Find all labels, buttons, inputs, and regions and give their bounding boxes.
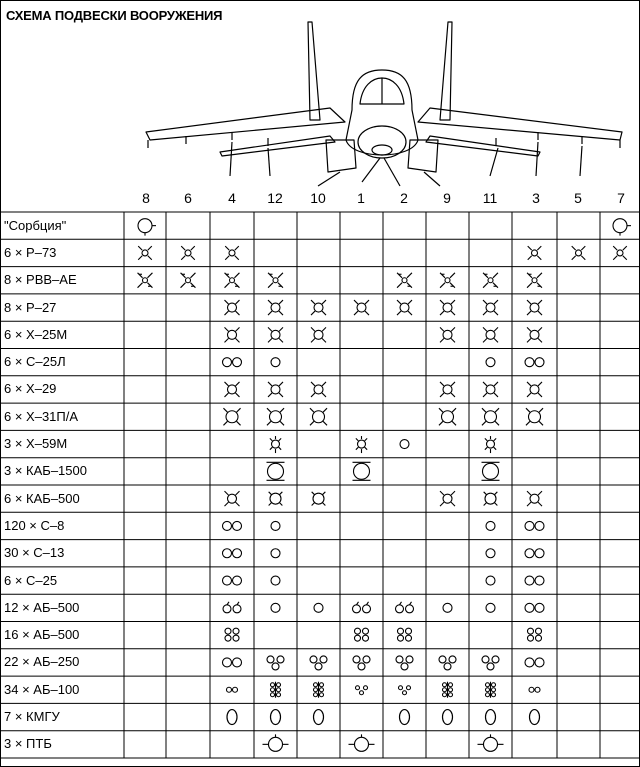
loadout-mark-pair xyxy=(396,602,414,613)
loadout-mark-pod xyxy=(613,219,631,236)
station-12: 12 xyxy=(267,190,283,206)
loadout-mark-tiny3 xyxy=(399,686,411,695)
row-label: 7 × КМГУ xyxy=(4,709,60,725)
loadout-mark-msl-s xyxy=(138,246,152,260)
loadout-mark-bomb-m xyxy=(312,492,326,506)
loadout-mark-tiny3 xyxy=(356,686,368,695)
loadout-mark-msl-m xyxy=(225,300,240,315)
station-6: 6 xyxy=(184,190,192,206)
loadout-mark-msl-l xyxy=(526,408,543,425)
loadout-mark-msl-l xyxy=(223,408,240,425)
row-label: "Сорбция" xyxy=(4,217,67,233)
loadout-mark-msl-n xyxy=(485,436,496,453)
loadout-mark-sgl xyxy=(314,603,323,612)
station-9: 9 xyxy=(443,190,451,206)
row-label: 3 × Х–59М xyxy=(4,436,68,452)
loadout-mark-dbl xyxy=(525,658,544,667)
loadout-mark-tank xyxy=(263,734,289,751)
loadout-mark-msl-m xyxy=(527,491,542,506)
loadout-mark-pair xyxy=(223,602,241,613)
loadout-mark-trio xyxy=(310,656,327,670)
loadout-mark-sgl xyxy=(400,440,409,449)
loadout-mark-sgl xyxy=(271,576,280,585)
loadout-mark-msl-x xyxy=(440,273,455,288)
loadout-mark-msl-n xyxy=(270,436,281,453)
loadout-mark-msl-m xyxy=(311,382,326,397)
loadout-mark-trio xyxy=(267,656,284,670)
loadout-mark-pair xyxy=(353,602,371,613)
loadout-mark-bomb-m xyxy=(269,492,283,506)
loadout-mark-sgl xyxy=(486,576,495,585)
loadout-mark-dbl xyxy=(223,358,242,367)
loadout-mark-msl-m xyxy=(397,300,412,315)
loadout-mark-msl-n xyxy=(356,436,367,453)
loadout-mark-quad xyxy=(398,628,412,641)
row-label: 16 × АБ–500 xyxy=(4,627,80,643)
loadout-mark-sgl xyxy=(443,603,452,612)
loadout-mark-msl-m xyxy=(268,327,283,342)
loadout-mark-bomb-l xyxy=(353,462,371,480)
loadout-mark-dbl xyxy=(525,576,544,585)
loadout-mark-msl-m xyxy=(440,491,455,506)
loadout-mark-msl-x xyxy=(483,273,498,288)
row-label: 6 × Р–73 xyxy=(4,244,57,260)
row-label: 6 × Х–31П/А xyxy=(4,408,79,424)
loadout-mark-sgl xyxy=(486,603,495,612)
row-label: 120 × С–8 xyxy=(4,517,65,533)
loadout-mark-msl-x xyxy=(181,273,196,288)
loadout-mark-pod xyxy=(138,219,156,236)
loadout-mark-quad xyxy=(355,628,369,641)
loadout-mark-tiny2 xyxy=(227,687,238,692)
loadout-mark-tiny2 xyxy=(529,687,540,692)
row-label: 6 × Х–25М xyxy=(4,326,68,342)
loadout-mark-msl-l xyxy=(267,408,284,425)
loadout-mark-msl-x xyxy=(138,273,153,288)
row-label: 6 × Х–29 xyxy=(4,381,57,397)
row-label: 12 × АБ–500 xyxy=(4,599,80,615)
loadout-mark-sgl xyxy=(271,549,280,558)
loadout-mark-bomb-l xyxy=(267,462,285,480)
loadout-mark-dbl xyxy=(223,576,242,585)
loadout-mark-msl-m xyxy=(225,491,240,506)
row-label: 22 × АБ–250 xyxy=(4,654,80,670)
loadout-mark-msl-m xyxy=(268,382,283,397)
loadout-mark-bomb-m xyxy=(484,492,498,506)
loadout-mark-msl-s xyxy=(528,246,542,260)
loadout-mark-msl-l xyxy=(439,408,456,425)
row-label: 3 × ПТБ xyxy=(4,736,52,752)
loadout-mark-msl-m xyxy=(354,300,369,315)
loadout-mark-msl-m xyxy=(527,327,542,342)
loadout-mark-msl-x xyxy=(527,273,542,288)
loadout-mark-oval xyxy=(314,710,324,725)
row-label: 6 × С–25Л xyxy=(4,354,66,370)
loadout-mark-msl-l xyxy=(310,408,327,425)
loadout-mark-oval xyxy=(486,710,496,725)
loadout-mark-dbl xyxy=(223,549,242,558)
station-1: 1 xyxy=(357,190,365,206)
loadout-mark-dbl xyxy=(223,521,242,530)
loadout-mark-sgl xyxy=(271,603,280,612)
loadout-mark-msl-s xyxy=(572,246,586,260)
row-label: 34 × АБ–100 xyxy=(4,681,80,697)
loadout-mark-sgl xyxy=(486,358,495,367)
loadout-mark-msl-m xyxy=(483,327,498,342)
loadout-mark-quad xyxy=(225,628,239,641)
row-label: 8 × РВВ–АЕ xyxy=(4,272,77,288)
loadout-mark-dbl xyxy=(525,358,544,367)
station-8: 8 xyxy=(142,190,150,206)
loadout-mark-msl-m xyxy=(225,327,240,342)
loadout-mark-msl-m xyxy=(311,327,326,342)
loadout-mark-msl-m xyxy=(483,382,498,397)
station-5: 5 xyxy=(574,190,582,206)
station-11: 11 xyxy=(482,190,498,206)
loadout-mark-msl-x xyxy=(268,273,283,288)
loadout-mark-tank xyxy=(478,734,504,751)
row-label: 6 × С–25 xyxy=(4,572,58,588)
loadout-mark-msl-s xyxy=(613,246,627,260)
loadout-mark-trio xyxy=(439,656,456,670)
station-2: 2 xyxy=(400,190,408,206)
loadout-mark-oval xyxy=(271,710,281,725)
loadout-mark-oval xyxy=(400,710,410,725)
loadout-mark-quad xyxy=(528,628,542,641)
loadout-mark-sgl xyxy=(486,549,495,558)
loadout-mark-msl-m xyxy=(440,382,455,397)
loadout-mark-dbl xyxy=(525,521,544,530)
station-3: 3 xyxy=(532,190,540,206)
loadout-mark-msl-m xyxy=(268,300,283,315)
loadout-mark-dbl xyxy=(223,658,242,667)
loadout-mark-sgl xyxy=(271,358,280,367)
loadout-mark-trio xyxy=(482,656,499,670)
loadout-mark-sgl xyxy=(486,521,495,530)
loadout-mark-clus xyxy=(314,682,324,698)
loadout-mark-bomb-l xyxy=(482,462,500,480)
loadout-mark-trio xyxy=(353,656,370,670)
loadout-mark-clus xyxy=(443,682,453,698)
row-label: 30 × С–13 xyxy=(4,545,65,561)
page-title: СХЕМА ПОДВЕСКИ ВООРУЖЕНИЯ xyxy=(6,8,223,23)
row-label: 8 × Р–27 xyxy=(4,299,57,315)
loadout-mark-clus xyxy=(486,682,496,698)
loadout-mark-trio xyxy=(396,656,413,670)
loadout-mark-clus xyxy=(271,682,281,698)
loadout-mark-oval xyxy=(227,710,237,725)
loadout-mark-tank xyxy=(349,734,375,751)
station-10: 10 xyxy=(310,190,326,206)
row-label: 3 × КАБ–1500 xyxy=(4,463,87,479)
loadout-mark-msl-s xyxy=(225,246,239,260)
loadout-mark-msl-x xyxy=(225,273,240,288)
loadout-mark-msl-m xyxy=(527,382,542,397)
station-7: 7 xyxy=(617,190,625,206)
loadout-mark-msl-m xyxy=(483,300,498,315)
loadout-mark-msl-m xyxy=(527,300,542,315)
station-4: 4 xyxy=(228,190,236,206)
loadout-mark-oval xyxy=(443,710,453,725)
loadout-mark-dbl xyxy=(525,549,544,558)
loadout-mark-msl-s xyxy=(181,246,195,260)
loadout-mark-msl-m xyxy=(311,300,326,315)
loadout-mark-sgl xyxy=(271,521,280,530)
loadout-mark-msl-x xyxy=(397,273,412,288)
loadout-mark-dbl xyxy=(525,603,544,612)
loadout-mark-msl-l xyxy=(482,408,499,425)
row-label: 6 × КАБ–500 xyxy=(4,490,80,506)
loadout-mark-oval xyxy=(530,710,540,725)
loadout-mark-msl-m xyxy=(440,327,455,342)
loadout-mark-msl-m xyxy=(225,382,240,397)
loadout-mark-msl-m xyxy=(440,300,455,315)
